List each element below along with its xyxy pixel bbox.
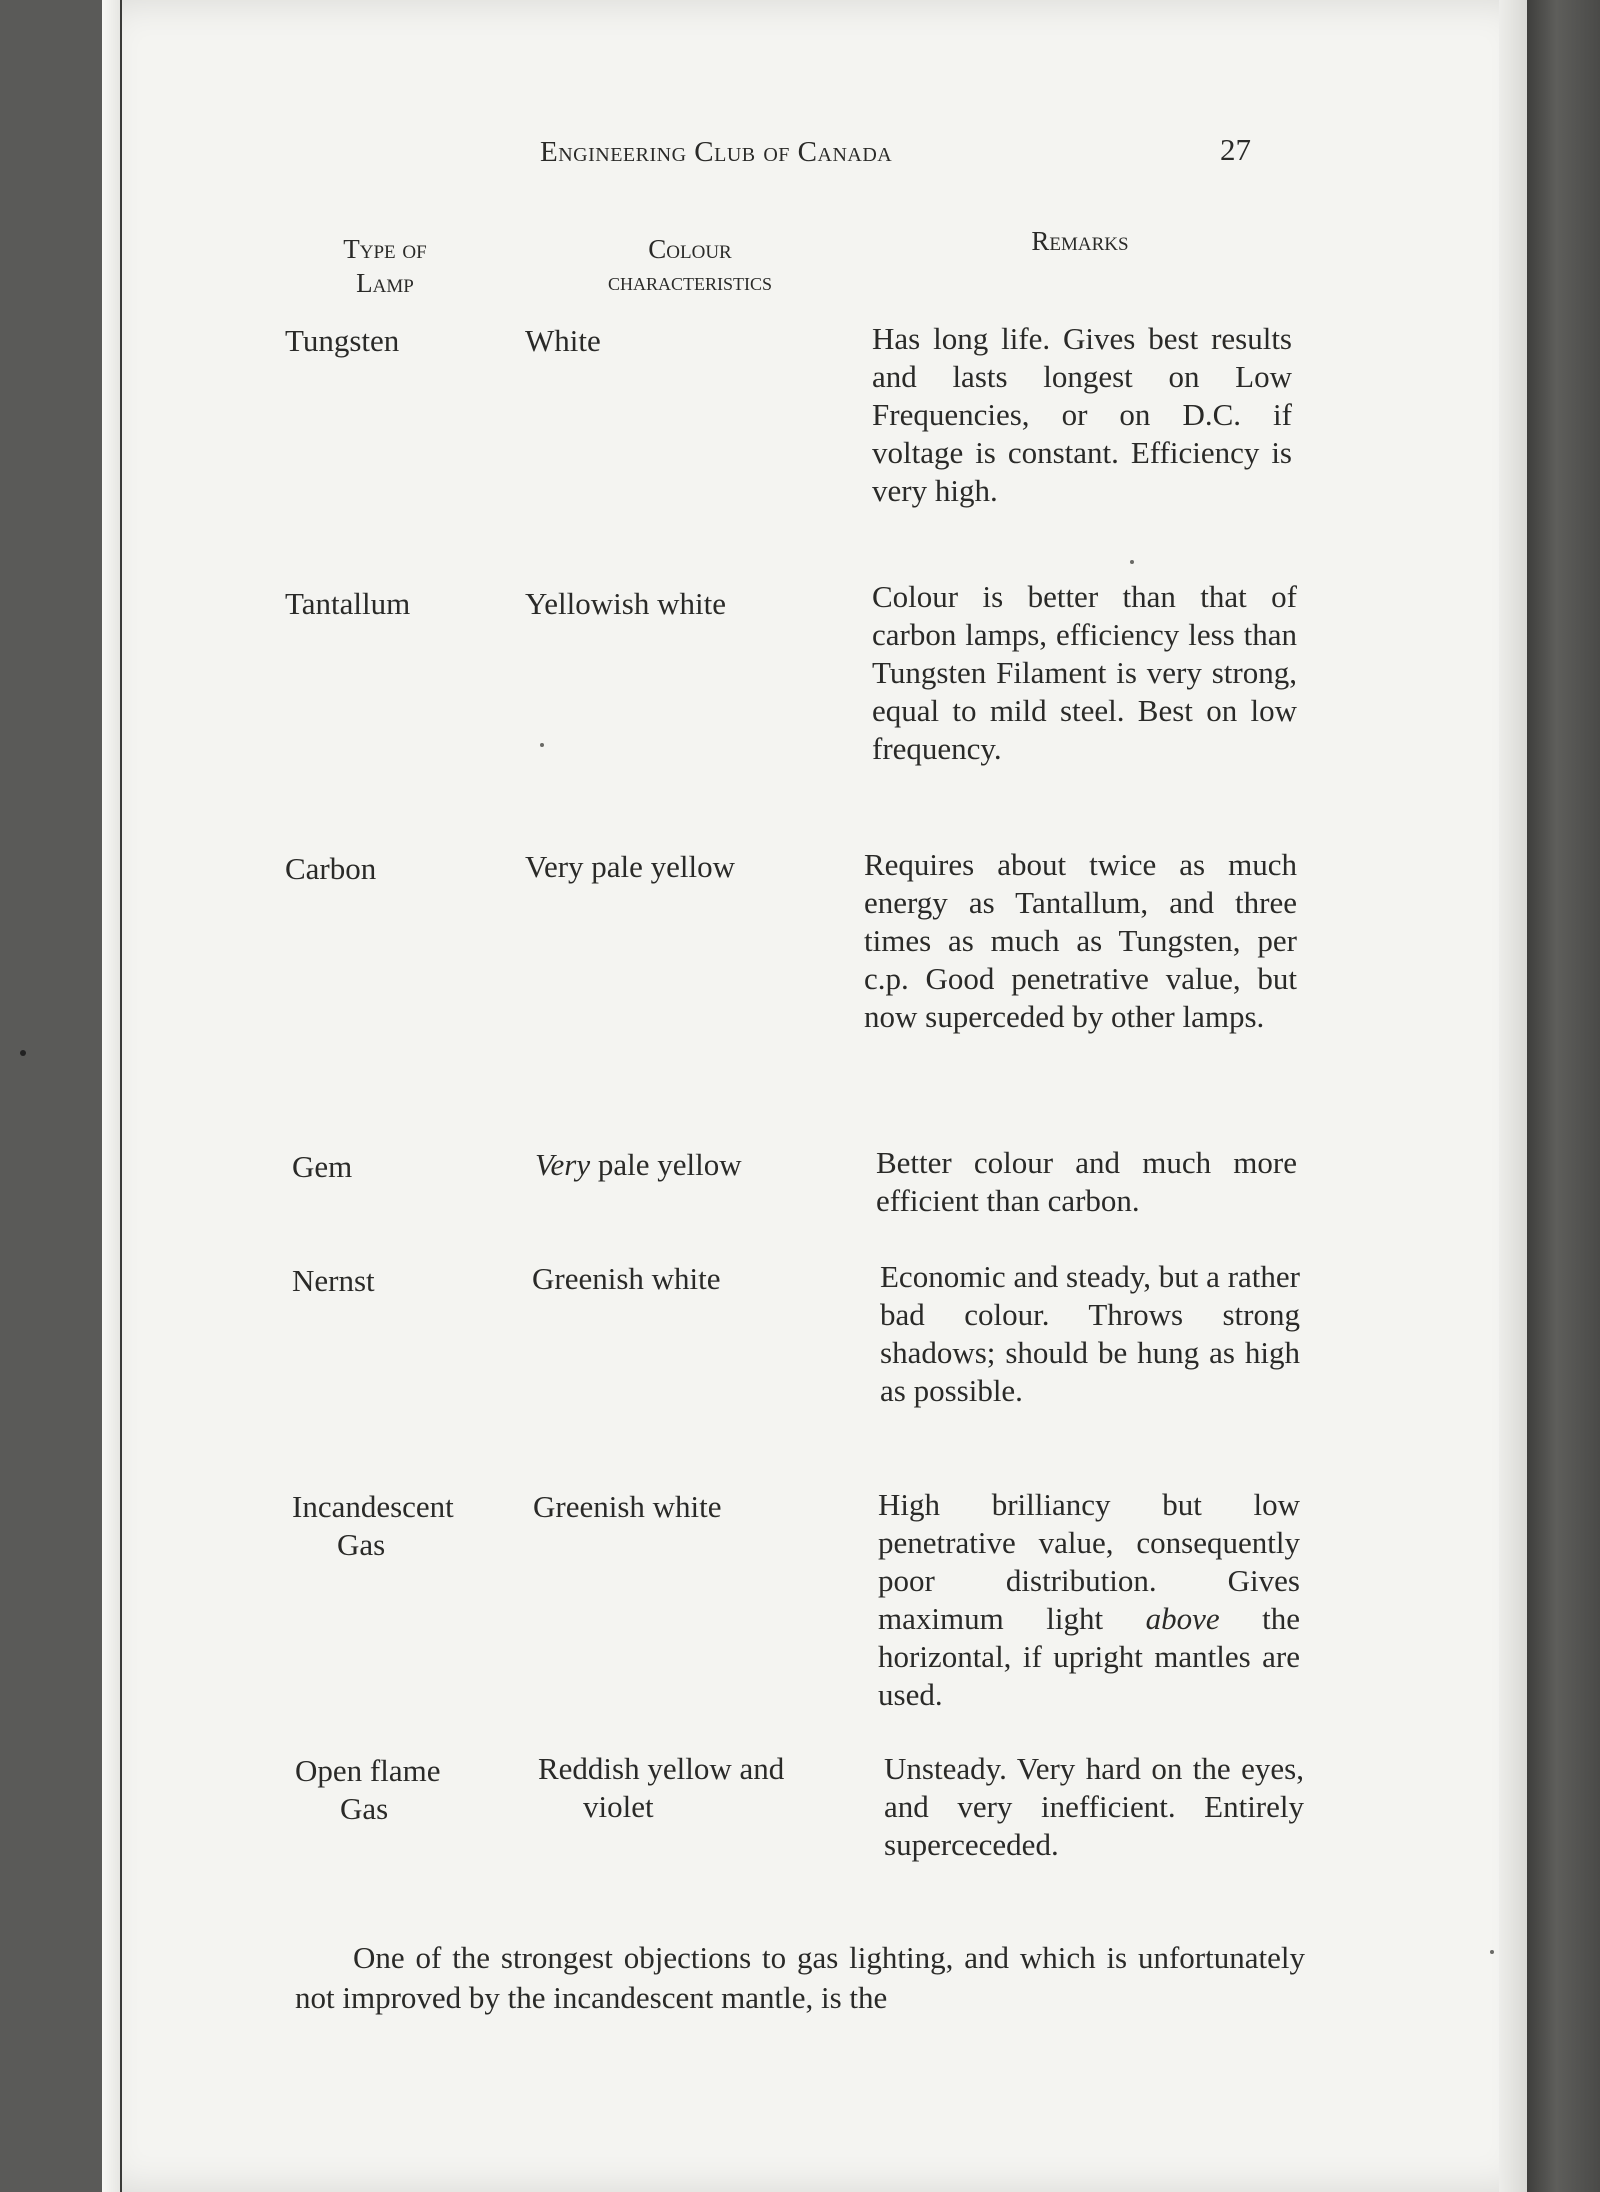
table-row-remarks: [884, 1750, 1304, 1864]
table-row-colour: [525, 585, 865, 623]
paragraph-text: One of the strongest objections to gas lighting, and which is unfortunately not improved by the incandescent mantle, is the: [295, 1940, 1305, 2015]
scan-speck: [20, 1050, 26, 1056]
remarks-text: Has long life. Gives best results and lasts longest on Low Frequencies, or on D.C. if voltage is constant. Efficiency is very high.: [872, 321, 1292, 508]
header-colour-line2: characteristics: [607, 269, 773, 296]
header-colour-characteristics: [540, 232, 840, 300]
table-row-remarks: [878, 1486, 1300, 1714]
lamp-type: Tungsten: [285, 323, 400, 358]
lamp-type-line2: Gas: [340, 1791, 389, 1826]
colour-characteristic: Reddish yellow and: [538, 1751, 785, 1786]
header-type-of-lamp: [300, 232, 470, 300]
lamp-type: Nernst: [292, 1263, 375, 1298]
table-row-colour: [538, 1750, 878, 1826]
table-row-colour: [532, 1260, 872, 1298]
lamp-type: Gem: [292, 1149, 353, 1184]
lamp-type: Carbon: [285, 851, 377, 886]
table-row-lamp: [292, 1148, 522, 1186]
colour-characteristic: Very pale yellow: [525, 849, 736, 884]
scan-speck: [540, 743, 544, 747]
header-colour-line1: Colour: [648, 234, 732, 264]
remarks-text-a: High brilliancy but low penetrative value, consequently poor distribution. Gives maximum light: [878, 1487, 1300, 1636]
page-number: 27: [1220, 132, 1251, 167]
colour-characteristic: Greenish white: [533, 1489, 722, 1524]
remarks-text: Colour is better than that of carbon lamps, efficiency less than Tungsten Filament is very strong, equal to mild steel. Best on low frequency.: [872, 579, 1297, 766]
remarks-text-b: the horizontal, if upright mantles are used.: [878, 1601, 1300, 1712]
table-row-lamp: [292, 1262, 522, 1300]
page-fore-edge: [1499, 0, 1527, 2192]
lamp-type: Incandescent: [292, 1489, 454, 1524]
header-remarks-text: Remarks: [1031, 226, 1129, 256]
colour-characteristic: pale yellow: [590, 1147, 742, 1182]
book-cover-edge: [1527, 0, 1600, 2192]
table-row-lamp: [285, 322, 515, 360]
table-row-remarks: [876, 1144, 1297, 1220]
remarks-text: Better colour and much more efficient than carbon.: [876, 1145, 1297, 1218]
colour-characteristic-line2: violet: [583, 1789, 654, 1824]
remarks-text: Economic and steady, but a rather bad colour. Throws strong shadows; should be hung as high as possible.: [880, 1259, 1300, 1408]
colour-characteristic: Yellowish white: [525, 586, 726, 621]
colour-characteristic: White: [525, 323, 601, 358]
running-head: [0, 132, 1600, 176]
colour-emphasis: Very: [535, 1147, 591, 1182]
header-type-line2: Lamp: [356, 268, 414, 298]
remarks-text: Unsteady. Very hard on the eyes, and very inefficient. Entirely superceceded.: [884, 1751, 1304, 1862]
table-row-remarks: [872, 320, 1292, 510]
remarks-text: Requires about twice as much energy as Tantallum, and three times as much as Tungsten, per c.p. Good penetrative value, but now superceded by other lamps.: [864, 847, 1297, 1034]
table-row-colour: [535, 1146, 875, 1184]
table-row-colour: [525, 848, 865, 886]
table-row-remarks: [872, 578, 1297, 768]
table-row-remarks: [880, 1258, 1300, 1410]
scan-speck: [1130, 560, 1134, 564]
table-row-colour: [533, 1488, 873, 1526]
table-row-remarks: [864, 846, 1297, 1036]
table-row-lamp: [292, 1488, 532, 1564]
lamp-type: Open flame: [295, 1753, 441, 1788]
remarks-emphasis: above: [1145, 1601, 1220, 1636]
running-title: Engineering Club of Canada: [540, 136, 893, 168]
lamp-type-line2: Gas: [337, 1527, 386, 1562]
table-row-lamp: [285, 585, 515, 623]
table-row-lamp: [295, 1752, 525, 1828]
colour-characteristic: Greenish white: [532, 1261, 721, 1296]
body-paragraph: [295, 1938, 1305, 2018]
lamp-type: Tantallum: [285, 586, 411, 621]
header-type-line1: Type of: [343, 234, 427, 264]
table-row-lamp: [285, 850, 515, 888]
header-remarks: [960, 224, 1200, 258]
scan-speck: [1490, 1950, 1494, 1954]
page-gutter: [102, 0, 122, 2192]
table-row-colour: [525, 322, 865, 360]
